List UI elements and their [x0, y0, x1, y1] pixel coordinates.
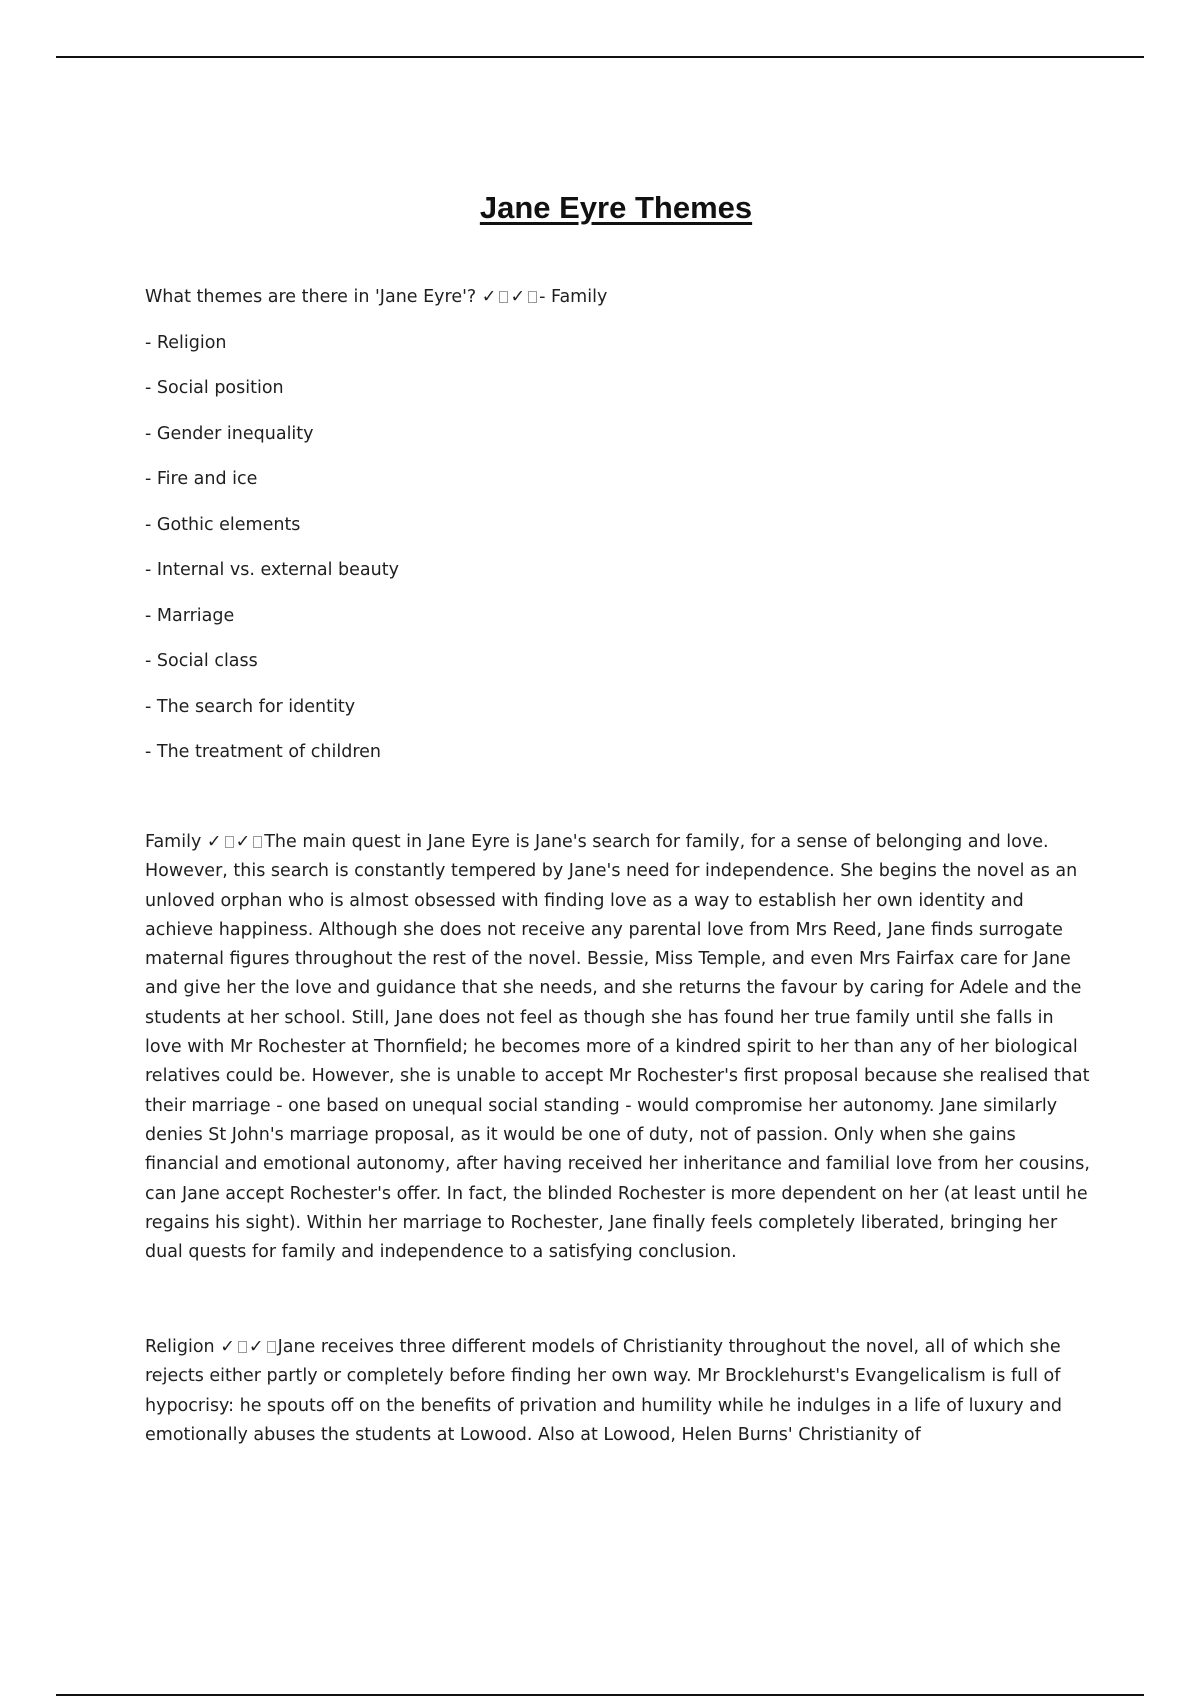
first-theme: - Family	[539, 287, 608, 307]
section-religion	[145, 1333, 1090, 1450]
list-item: - Social class	[145, 651, 258, 671]
list-item: - Gender inequality	[145, 423, 314, 444]
tick-marks	[207, 832, 264, 852]
themes-intro	[145, 282, 1090, 767]
box-icon	[499, 291, 508, 303]
box-icon	[253, 836, 262, 848]
document-title: Jane Eyre Themes	[479, 190, 753, 225]
tick-marks	[220, 1337, 277, 1357]
check-icon: ✓	[510, 287, 526, 307]
section-heading: Religion	[145, 1337, 215, 1357]
intro-question-line	[145, 282, 1090, 312]
section-text: Jane receives three different models of Christianity throughout the novel, all of which she rejects either partly or completely before finding her own way. Mr Brocklehurst's Evangelicalism is full of hypocrisy: he spouts off on the benefits of privation and humility while he indulges in a life of luxury and emotionally abuses the students at Lowood. Also at Lowood, Helen Burns' Christianity of	[145, 1337, 1063, 1445]
list-item: - Fire and ice	[145, 469, 258, 489]
check-icon: ✓	[248, 1337, 264, 1357]
list-item: - Internal vs. external beauty	[145, 560, 399, 580]
section-family	[145, 828, 1090, 1267]
list-item: - Religion	[145, 332, 227, 353]
check-icon: ✓	[481, 287, 497, 307]
list-item: - Marriage	[145, 605, 235, 626]
bottom-rule	[56, 1694, 1144, 1696]
check-icon: ✓	[235, 832, 251, 852]
check-icon: ✓	[206, 832, 222, 852]
list-item: - The search for identity	[145, 696, 356, 717]
box-icon	[267, 1341, 276, 1353]
tick-marks	[482, 287, 539, 307]
section-heading: Family	[145, 832, 202, 852]
box-icon	[238, 1341, 247, 1353]
check-icon: ✓	[220, 1337, 235, 1357]
list-item: - The treatment of children	[145, 742, 381, 762]
intro-question: What themes are there in 'Jane Eyre'?	[145, 287, 477, 307]
section-paragraph	[145, 1333, 1090, 1450]
section-paragraph	[145, 828, 1090, 1267]
section-text: The main quest in Jane Eyre is Jane's search for family, for a sense of belonging and love. However, this search is constantly tempered by Jane's need for independence. She begins the novel as an unloved orphan who is almost obsessed with finding love as a way to establish her own identity and achieve happiness. Although she does not receive any parental love from Mrs Reed, Jane finds surrogate maternal figures throughout the rest of the novel. Bessie, Miss Temple, and even Mrs Fairfax care for Jane and give her the love and guidance that she needs, and she returns the favour by caring for Adele and the students at her school. Still, Jane does not feel as though she has found her true family until she falls in love with Mr Rochester at Thornfield; he becomes more of a kindred spirit to her than any of her biological relatives could be. However, she is unable to accept Mr Rochester's first proposal because she realised that their marriage - one based on unequal social standing - would compromise her autonomy. Jane similarly denies St John's marriage proposal, as it would be one of duty, not of passion. Only when she gains financial and emotional autonomy, after having received her inheritance and familial love from her cousins, can Jane accept Rochester's offer. In fact, the blinded Rochester is more dependent on her (at least until he regains his sight). Within her marriage to Rochester, Jane finally feels completely liberated, bringing her dual quests for family and independence to a satisfying conclusion.	[145, 832, 1090, 1263]
box-icon	[528, 291, 537, 303]
list-item: - Social position	[145, 378, 284, 398]
theme-list	[145, 312, 1090, 767]
list-item: - Gothic elements	[145, 514, 301, 535]
top-rule	[56, 56, 1144, 58]
box-icon	[225, 836, 234, 848]
